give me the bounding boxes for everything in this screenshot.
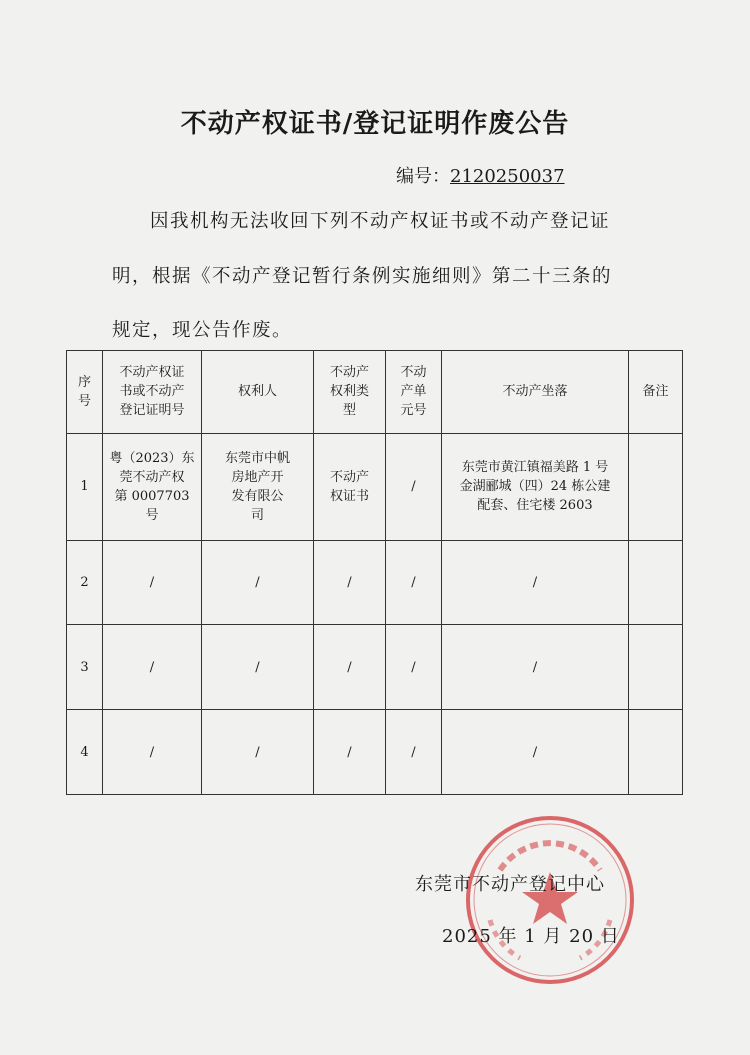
row-right-type: / bbox=[314, 710, 386, 795]
header-seq bbox=[67, 351, 103, 434]
row-unit-number: / bbox=[386, 710, 442, 795]
table-row bbox=[67, 540, 683, 625]
row-right-type: / bbox=[314, 625, 386, 710]
row-owner: / bbox=[202, 540, 314, 625]
owner-line: 司 bbox=[250, 507, 264, 523]
header-cert-line: 书或不动产 bbox=[119, 384, 185, 400]
header-location: 不动产坐落 bbox=[442, 351, 629, 434]
row-unit-number: / bbox=[386, 625, 442, 710]
row-seq: 4 bbox=[67, 710, 103, 795]
document-number-value: 2120250037 bbox=[450, 166, 565, 187]
document-number-label: 编号： bbox=[396, 166, 450, 187]
row-unit-number: / bbox=[386, 540, 442, 625]
cert-line: 号 bbox=[145, 507, 159, 523]
cert-line: 莞不动产权 bbox=[119, 469, 185, 485]
row-remark bbox=[629, 540, 683, 625]
location-line: 金湖郦城（四）24 栋公建 bbox=[459, 479, 611, 495]
document-title: 不动产权证书/登记证明作废公告 bbox=[180, 109, 570, 139]
table-row bbox=[67, 625, 683, 710]
row-owner: / bbox=[202, 625, 314, 710]
row-unit-number: / bbox=[386, 433, 442, 540]
owner-line: 发有限公 bbox=[231, 488, 284, 504]
header-unit bbox=[386, 351, 442, 434]
row-owner bbox=[202, 433, 314, 540]
type-line: 权证书 bbox=[329, 488, 369, 504]
row-right-type bbox=[314, 433, 386, 540]
paragraph-line-3: 规定，现公告作废。 bbox=[112, 320, 293, 341]
void-certificate-table bbox=[66, 350, 683, 795]
table-row bbox=[67, 433, 683, 540]
row-location: / bbox=[442, 540, 629, 625]
row-location: / bbox=[442, 710, 629, 795]
official-seal-icon bbox=[460, 810, 640, 990]
issuing-organization: 东莞市不动产登记中心 bbox=[415, 874, 605, 895]
table-row bbox=[67, 710, 683, 795]
header-unit-line: 不动 bbox=[400, 365, 427, 381]
owner-line: 东莞市中帆 bbox=[224, 450, 290, 466]
header-remark: 备注 bbox=[629, 351, 683, 434]
header-unit-line: 元号 bbox=[400, 403, 427, 419]
header-type-line: 权利类 bbox=[329, 384, 369, 400]
header-owner: 权利人 bbox=[202, 351, 314, 434]
header-type bbox=[314, 351, 386, 434]
header-unit-line: 产单 bbox=[400, 384, 427, 400]
header-cert-line: 不动产权证 bbox=[119, 365, 185, 381]
header-type-line: 型 bbox=[342, 403, 356, 419]
header-seq-line: 序 bbox=[77, 374, 91, 390]
header-seq-line: 号 bbox=[77, 393, 91, 409]
cert-line: 粤（2023）东 bbox=[109, 450, 195, 466]
row-right-type: / bbox=[314, 540, 386, 625]
location-line: 东莞市黄江镇福美路 1 号 bbox=[461, 460, 609, 476]
row-location: / bbox=[442, 625, 629, 710]
header-cert bbox=[103, 351, 202, 434]
header-cert-line: 登记证明号 bbox=[119, 403, 185, 419]
document-number bbox=[396, 162, 565, 188]
row-cert-number: / bbox=[103, 710, 202, 795]
row-seq: 3 bbox=[67, 625, 103, 710]
row-remark bbox=[629, 710, 683, 795]
row-seq: 1 bbox=[67, 433, 103, 540]
location-line: 配套、住宅楼 2603 bbox=[477, 498, 593, 514]
owner-line: 房地产开 bbox=[231, 469, 284, 485]
row-cert-number: / bbox=[103, 540, 202, 625]
row-cert-number: / bbox=[103, 625, 202, 710]
issue-date: 2025 年 1 月 20 日 bbox=[442, 926, 620, 947]
paragraph-line-1: 因我机构无法收回下列不动产权证书或不动产登记证 bbox=[150, 211, 611, 232]
table-header-row bbox=[67, 351, 683, 434]
row-remark bbox=[629, 625, 683, 710]
header-type-line: 不动产 bbox=[329, 365, 369, 381]
row-location bbox=[442, 433, 629, 540]
cert-line: 第 0007703 bbox=[114, 488, 190, 504]
row-remark bbox=[629, 433, 683, 540]
row-cert-number bbox=[103, 433, 202, 540]
paragraph-line-2: 明，根据《不动产登记暂行条例实施细则》第二十三条的 bbox=[112, 266, 613, 287]
type-line: 不动产 bbox=[329, 469, 369, 485]
row-seq: 2 bbox=[67, 540, 103, 625]
row-owner: / bbox=[202, 710, 314, 795]
